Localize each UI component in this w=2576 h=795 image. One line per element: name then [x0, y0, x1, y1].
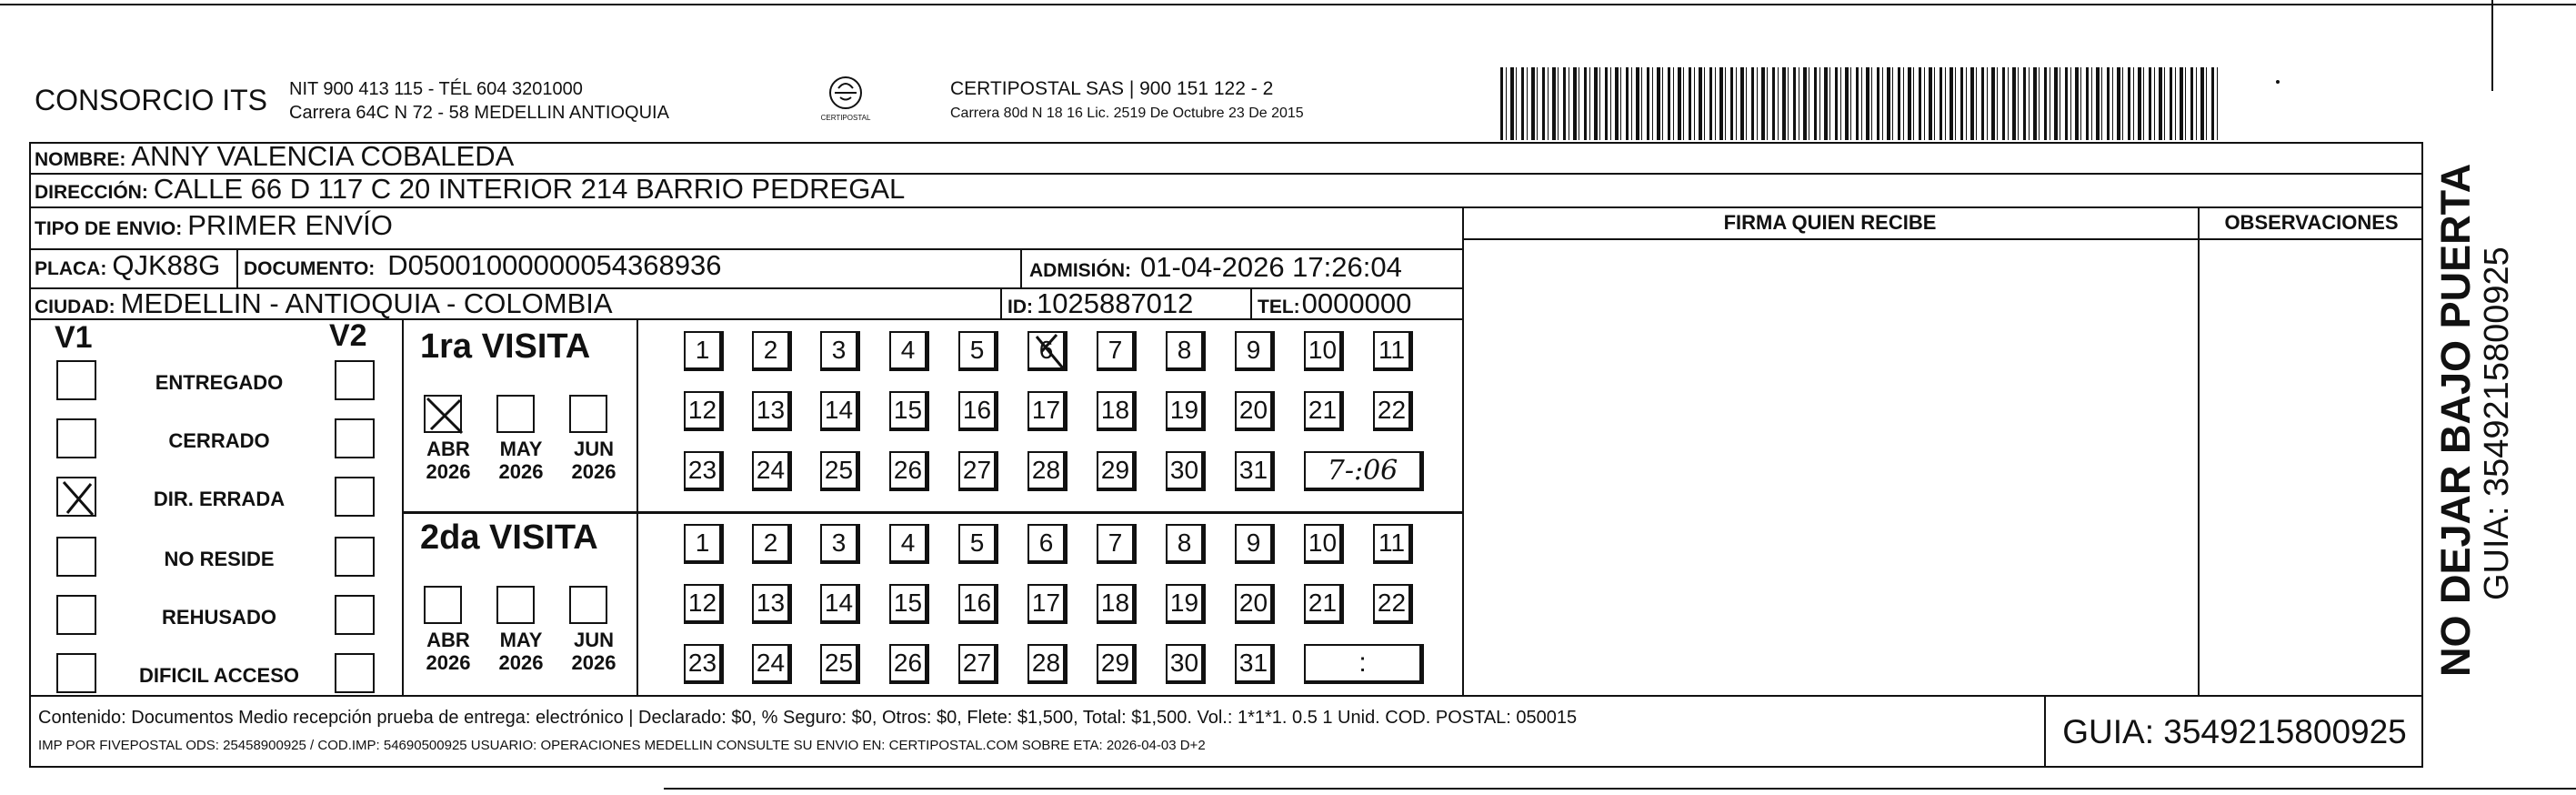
- second-visit-title: 2da VISITA: [420, 518, 598, 557]
- check-mark-icon: [1029, 333, 1069, 373]
- day-box[interactable]: 7: [1097, 524, 1137, 564]
- id-value: 1025887012: [1037, 287, 1194, 319]
- v2-checkbox[interactable]: [335, 537, 375, 577]
- status-label: DIFICIL ACCESO: [138, 664, 299, 687]
- day-box[interactable]: 21: [1304, 391, 1344, 431]
- month-label: ABR: [426, 438, 470, 460]
- receiver-signature-header: FIRMA QUIEN RECIBE: [1723, 211, 1937, 234]
- day-box[interactable]: 16: [958, 391, 998, 431]
- day-box[interactable]: 25: [820, 451, 860, 491]
- name-row: [35, 140, 514, 173]
- day-box[interactable]: 5: [958, 331, 998, 371]
- status-label: DIR. ERRADA: [153, 488, 286, 510]
- time-box[interactable]: 7-:06: [1304, 451, 1424, 491]
- logo-caption: CERTIPOSTAL: [820, 114, 871, 122]
- v2-checkbox[interactable]: [335, 653, 375, 693]
- day-box[interactable]: 26: [889, 644, 929, 684]
- day-box[interactable]: 20: [1235, 391, 1275, 431]
- day-box[interactable]: 29: [1097, 451, 1137, 491]
- month-checkbox[interactable]: [569, 586, 607, 624]
- phone-row: [1258, 287, 1411, 320]
- certipostal-logo: [814, 75, 877, 127]
- first-visit-title: 1ra VISITA: [420, 327, 591, 366]
- day-box[interactable]: 24: [752, 451, 792, 491]
- day-box[interactable]: 5: [958, 524, 998, 564]
- day-box[interactable]: 17: [1027, 391, 1067, 431]
- day-box[interactable]: 21: [1304, 584, 1344, 624]
- day-box[interactable]: 18: [1097, 391, 1137, 431]
- day-box[interactable]: 22: [1373, 584, 1413, 624]
- v2-checkbox[interactable]: [335, 477, 375, 517]
- city-label: CIUDAD:: [35, 297, 115, 317]
- divider: [2198, 206, 2200, 696]
- day-box[interactable]: 2: [752, 524, 792, 564]
- month-label: ABR: [426, 629, 470, 651]
- id-row: [1007, 287, 1193, 320]
- v2-header: V2: [329, 318, 367, 353]
- divider: [1462, 238, 2423, 240]
- divider: [1020, 248, 1022, 288]
- side-guia: GUIA: 3549215800925: [2478, 247, 2516, 600]
- phone-label: TEL:: [1258, 297, 1300, 317]
- divider: [402, 511, 1464, 514]
- divider: [1000, 287, 1002, 318]
- day-box[interactable]: 14: [820, 391, 860, 431]
- divider: [1250, 287, 1252, 318]
- certipostal-logo-icon: [827, 75, 864, 111]
- day-box[interactable]: 10: [1304, 331, 1344, 371]
- day-box[interactable]: 16: [958, 584, 998, 624]
- company-nit: NIT 900 413 115 - TÉL 604 3201000: [289, 79, 583, 99]
- day-box[interactable]: 18: [1097, 584, 1137, 624]
- carrier-name: CERTIPOSTAL SAS | 900 151 122 - 2: [950, 78, 1274, 99]
- day-box[interactable]: 3: [820, 331, 860, 371]
- name-value: ANNY VALENCIA COBALEDA: [131, 140, 515, 172]
- document-row: [244, 249, 721, 282]
- shipping-type-row: [35, 209, 393, 242]
- v1-checkbox[interactable]: [56, 653, 96, 693]
- divider: [402, 318, 404, 696]
- name-label: NOMBRE:: [35, 149, 126, 170]
- year-label: 2026: [571, 460, 616, 483]
- status-label: REHUSADO: [162, 606, 276, 629]
- v1-checkbox[interactable]: [56, 418, 96, 458]
- phone-value: 0000000: [1301, 287, 1412, 319]
- admission-value: 01-04-2026 17:26:04: [1140, 251, 1402, 283]
- footer-contents: Contenido: Documentos Medio recepción prueba de entrega: electrónico | Declarado: $0, % Seguro: $0, Otros: $0, Flete: $1,500, Total: $1,500. Vol.: 1*1*1. 0.5 1 Unid. COD. POSTAL: 050015: [38, 708, 1578, 728]
- day-box[interactable]: 8: [1166, 331, 1206, 371]
- day-box[interactable]: 4: [889, 524, 929, 564]
- company-address: Carrera 64C N 72 - 58 MEDELLIN ANTIOQUIA: [289, 103, 669, 123]
- observations-area[interactable]: [2201, 242, 2421, 693]
- divider: [236, 248, 238, 288]
- day-box[interactable]: 7: [1097, 331, 1137, 371]
- month-label: JUN: [573, 438, 614, 460]
- shipping-type-label: TIPO DE ENVIO:: [35, 218, 183, 239]
- day-box[interactable]: 22: [1373, 391, 1413, 431]
- v1-checkbox[interactable]: [56, 360, 96, 400]
- year-label: 2026: [571, 651, 616, 674]
- scan-line-top: [0, 4, 2576, 5]
- day-box[interactable]: 15: [889, 391, 929, 431]
- day-box[interactable]: 3: [820, 524, 860, 564]
- day-box[interactable]: 2: [752, 331, 792, 371]
- plate-label: PLACA:: [35, 258, 107, 279]
- time-box[interactable]: :: [1304, 644, 1424, 684]
- day-box[interactable]: 29: [1097, 644, 1137, 684]
- month-label: MAY: [499, 438, 543, 460]
- month-label: MAY: [499, 629, 543, 651]
- day-box[interactable]: 8: [1166, 524, 1206, 564]
- v1-header: V1: [55, 320, 93, 355]
- day-box[interactable]: 1: [684, 331, 724, 371]
- day-box[interactable]: 30: [1166, 451, 1206, 491]
- v1-checkbox[interactable]: [56, 537, 96, 577]
- dot-mark: [2276, 80, 2280, 84]
- check-mark-icon: [58, 478, 98, 518]
- v1-checkbox[interactable]: [56, 477, 96, 517]
- day-box[interactable]: 1: [684, 524, 724, 564]
- day-box[interactable]: 17: [1027, 584, 1067, 624]
- day-box[interactable]: 23: [684, 644, 724, 684]
- day-box[interactable]: 28: [1027, 644, 1067, 684]
- footer-print-info: IMP POR FIVEPOSTAL ODS: 25458900925 / COD.IMP: 54690500925 USUARIO: OPERACIONES MEDELLIN CONSULTE SU ENVIO EN: CERTIPOSTAL.COM SOBRE ETA: 2026-04-03 D+2: [38, 738, 1206, 753]
- day-box[interactable]: 26: [889, 451, 929, 491]
- address-row: [35, 173, 905, 206]
- day-box[interactable]: 28: [1027, 451, 1067, 491]
- day-box[interactable]: 19: [1166, 584, 1206, 624]
- status-label: NO RESIDE: [164, 548, 275, 570]
- day-box[interactable]: 19: [1166, 391, 1206, 431]
- year-label: 2026: [426, 460, 471, 483]
- day-box[interactable]: 30: [1166, 644, 1206, 684]
- day-box[interactable]: 13: [752, 391, 792, 431]
- day-box[interactable]: 15: [889, 584, 929, 624]
- v2-checkbox[interactable]: [335, 360, 375, 400]
- status-label: CERRADO: [168, 429, 270, 452]
- scan-line-right: [2491, 0, 2493, 91]
- day-box[interactable]: 6: [1027, 524, 1067, 564]
- observations-header: OBSERVACIONES: [2224, 211, 2399, 234]
- plate-value: QJK88G: [112, 249, 221, 281]
- month-checkbox[interactable]: [424, 395, 462, 433]
- id-label: ID:: [1007, 297, 1033, 317]
- day-box[interactable]: 11: [1373, 524, 1413, 564]
- day-box[interactable]: 24: [752, 644, 792, 684]
- year-label: 2026: [498, 651, 544, 674]
- scan-line-bottom: [664, 788, 2576, 790]
- day-box[interactable]: 12: [684, 584, 724, 624]
- document-label: DOCUMENTO:: [244, 258, 376, 279]
- v1-checkbox[interactable]: [56, 595, 96, 635]
- month-label: JUN: [573, 629, 614, 651]
- divider: [1462, 206, 1464, 696]
- v2-checkbox[interactable]: [335, 595, 375, 635]
- day-box[interactable]: 4: [889, 331, 929, 371]
- day-box[interactable]: 25: [820, 644, 860, 684]
- day-box[interactable]: 9: [1235, 331, 1275, 371]
- day-box[interactable]: 27: [958, 644, 998, 684]
- company-name: CONSORCIO ITS: [35, 84, 268, 116]
- receiver-signature-area[interactable]: [1466, 242, 2196, 693]
- month-checkbox[interactable]: [496, 395, 535, 433]
- barcode: [1500, 67, 2219, 140]
- address-label: DIRECCIÓN:: [35, 182, 148, 203]
- month-checkbox[interactable]: [569, 395, 607, 433]
- day-box[interactable]: 23: [684, 451, 724, 491]
- day-box[interactable]: 12: [684, 391, 724, 431]
- year-label: 2026: [426, 651, 471, 674]
- city-value: MEDELLIN - ANTIOQUIA - COLOMBIA: [120, 287, 613, 319]
- carrier-address: Carrera 80d N 18 16 Lic. 2519 De Octubre 23 De 2015: [950, 106, 1304, 121]
- day-box[interactable]: 6: [1027, 331, 1067, 371]
- day-box[interactable]: 9: [1235, 524, 1275, 564]
- divider: [29, 695, 2423, 697]
- plate-row: [35, 249, 220, 282]
- status-label: ENTREGADO: [155, 371, 284, 394]
- year-label: 2026: [498, 460, 544, 483]
- admission-label: ADMISIÓN:: [1029, 260, 1131, 281]
- month-checkbox[interactable]: [424, 586, 462, 624]
- divider: [636, 318, 638, 696]
- day-box[interactable]: 10: [1304, 524, 1344, 564]
- check-mark-icon: [426, 397, 464, 435]
- day-box[interactable]: 31: [1235, 451, 1275, 491]
- day-box[interactable]: 20: [1235, 584, 1275, 624]
- footer-guia: GUIA: 3549215800925: [2062, 713, 2407, 750]
- day-box[interactable]: 31: [1235, 644, 1275, 684]
- v2-checkbox[interactable]: [335, 418, 375, 458]
- day-box[interactable]: 13: [752, 584, 792, 624]
- divider: [29, 206, 2423, 208]
- side-warning: NO DEJAR BAJO PUERTA: [2432, 163, 2479, 677]
- day-box[interactable]: 27: [958, 451, 998, 491]
- shipping-type-value: PRIMER ENVÍO: [187, 209, 393, 241]
- admission-row: [1029, 251, 1402, 284]
- address-value: CALLE 66 D 117 C 20 INTERIOR 214 BARRIO PEDREGAL: [153, 173, 906, 205]
- document-value: D05001000000054368936: [387, 249, 722, 281]
- city-row: [35, 287, 613, 320]
- day-box[interactable]: 11: [1373, 331, 1413, 371]
- month-checkbox[interactable]: [496, 586, 535, 624]
- day-box[interactable]: 14: [820, 584, 860, 624]
